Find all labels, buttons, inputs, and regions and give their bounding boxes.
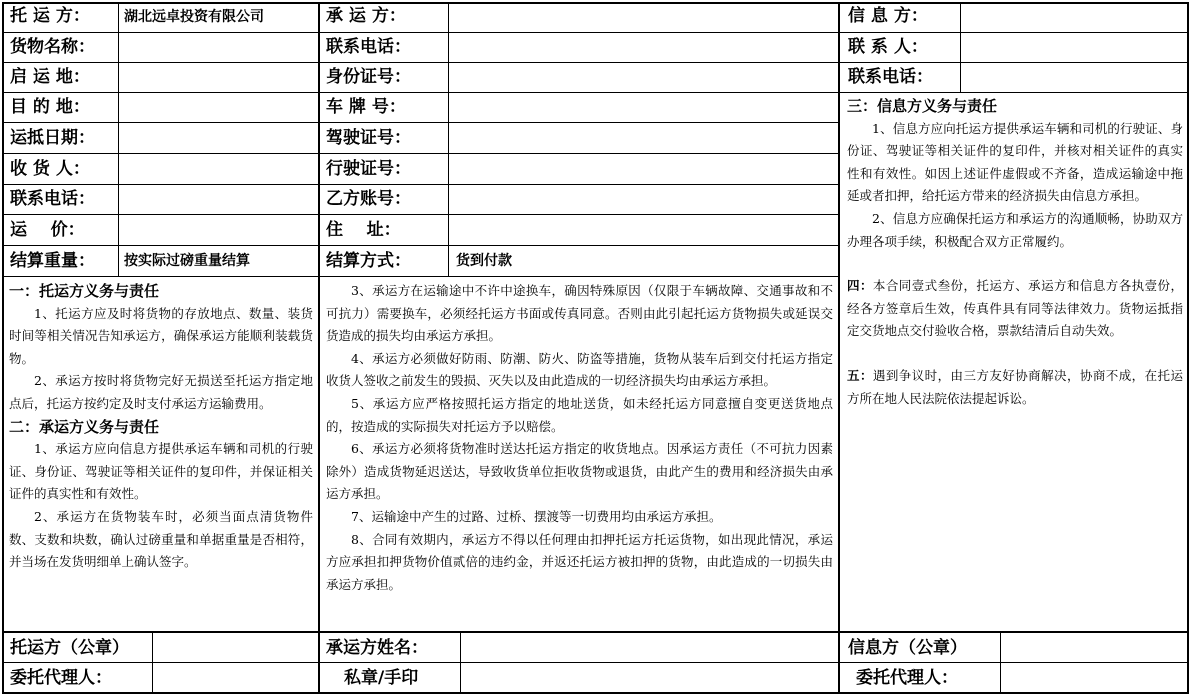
- right-row-line-1: [839, 32, 1188, 33]
- agent-left-label: 委托代理人：: [10, 668, 112, 688]
- section3-title: 三：信息方义务与责任: [847, 97, 998, 115]
- border-right: [1187, 2, 1189, 694]
- section3-clause-2: 2、信息方应确保托运方和承运方的沟通顺畅，协助双方办理各项手续，积极配合双方正常履约。: [847, 210, 1183, 249]
- row-line-2: [2, 62, 839, 63]
- footer-line-top: [2, 631, 1189, 633]
- border-left: [2, 2, 4, 694]
- info-contact-phone-value[interactable]: [962, 64, 1186, 91]
- border-bottom: [2, 692, 1189, 694]
- section4-clause: [847, 275, 1183, 343]
- info-contact-phone-label: 联系电话：: [848, 67, 933, 87]
- middle-clauses: [326, 280, 833, 596]
- shipper-seal-field[interactable]: [154, 634, 317, 661]
- info-party-value[interactable]: [962, 4, 1186, 31]
- plate-number-label: 车 牌 号：: [326, 97, 406, 117]
- section2-title: 二：承运方义务与责任: [9, 417, 160, 436]
- section5-text: 遇到争议时，由三方友好协商解决，协商不成，在托运方所在地人民法院依法提起诉讼。: [847, 367, 1183, 406]
- right-row-line-2: [839, 62, 1188, 63]
- col-sep-2: [318, 2, 320, 694]
- private-seal-field[interactable]: [462, 664, 837, 691]
- section4-text: 本合同壹式叁份，托运方、承运方和信息方各执壹份，经各方签章后生效，传真件具有同等法律效力。货物运抵指定交货地点交付验收合格，票款结清后自动失效。: [847, 278, 1183, 339]
- section2-clause-4: 4、承运方必须做好防雨、防潮、防火、防盗等措施，货物从装车后到交付托运方指定收货人签收之前发生的毁损、灭失以及由此造成的一切经济损失均由承运方承担。: [326, 350, 833, 389]
- info-seal-field[interactable]: [1002, 634, 1186, 661]
- goods-name-label: 货物名称：: [10, 37, 95, 57]
- section2-clause-5: 5、承运方应严格按照托运方指定的地址送货，如未经托运方同意擅自变更送货地点的，按造成的实际损失对托运方予以赔偿。: [326, 395, 833, 434]
- freight-label: 运 价：: [10, 220, 85, 240]
- consignee-label: 收 货 人：: [10, 159, 90, 179]
- address-label: 住 址：: [326, 220, 401, 240]
- row-line-5: [2, 153, 839, 154]
- section1-clause-2: 2、承运方按时将货物完好无损送至托运方指定地点后，托运方按约定及时支付承运方运输费用。: [9, 373, 313, 411]
- contact-person-label: 联 系 人：: [848, 37, 928, 57]
- row-line-3: [2, 92, 839, 93]
- right-row-line-3: [839, 92, 1188, 93]
- carrier-name-field[interactable]: [462, 634, 837, 661]
- settlement-method-value[interactable]: 货到付款: [456, 253, 512, 269]
- agent-right-field[interactable]: [1002, 664, 1186, 691]
- shipper-label: 托 运 方：: [10, 6, 90, 26]
- shipper-seal-label: 托运方（公章）: [10, 638, 129, 658]
- info-party-label: 信 息 方：: [848, 6, 928, 26]
- settlement-method-label: 结算方式：: [326, 251, 411, 271]
- section1-clause-1: 1、托运方应及时将货物的存放地点、数量、装货时间等相关情况告知承运方，确保承运方能顺利装载货物。: [9, 305, 313, 366]
- row-line-9: [2, 276, 839, 277]
- section2-clause-8: 8、合同有效期内，承运方不得以任何理由扣押托运方托运货物，如出现此情况，承运方应承担扣押货物价值贰倍的违约金，并返还托运方被扣押的货物，由此造成的一切损失由承运方承担。: [326, 531, 833, 592]
- footer-sep-c: [1000, 631, 1001, 693]
- col-sep-1: [118, 2, 119, 276]
- section2-clause-2: 2、承运方在货物装车时，必须当面点清货物件数、支数和块数，确认过磅重量和单据重量是否相符，并当场在发货明细单上确认签字。: [9, 508, 313, 570]
- section5-lead: 五：: [847, 367, 873, 383]
- party-b-account-label: 乙方账号：: [326, 189, 411, 209]
- vehicle-license-label: 行驶证号：: [326, 159, 411, 179]
- footer-line-mid: [2, 662, 1189, 663]
- arrival-date-label: 运抵日期：: [10, 128, 95, 148]
- contact-phone-label: 联系电话：: [10, 189, 95, 209]
- contact-person-value[interactable]: [962, 34, 1186, 61]
- section2-clause-3: 3、承运方在运输途中不许中途换车，确因特殊原因（仅限于车辆故障、交通事故和不可抗力）需要换车，必须经托运方书面或传真同意。否则由此引起托运方货物损失或延误交货造成的损失均由承运方承担。: [326, 283, 833, 344]
- section3-clause-1: 1、信息方应向托运方提供承运车辆和司机的行驶证、身份证、驾驶证等相关证件的复印件，并核对相关证件的真实性和有效性。如因上述证件虚假或不齐备，造成运输途中拖延或者扣押，给托运方带来的经济损失由信息方承担。: [847, 120, 1183, 204]
- carrier-name-label: 承运方姓名：: [326, 638, 428, 658]
- row-line-8: [2, 245, 839, 246]
- origin-label: 启 运 地：: [10, 67, 90, 87]
- shipper-value[interactable]: 湖北远卓投资有限公司: [124, 9, 264, 25]
- settlement-weight-value[interactable]: 按实际过磅重量结算: [124, 253, 250, 269]
- row-line-7: [2, 214, 839, 215]
- section4-lead: 四：: [847, 278, 873, 294]
- section2-clause-6: 6、承运方必须将货物准时送达托运方指定的收货地点。因承运方责任（不可抗力因素除外）造成货物延迟送达，导致收货单位拒收货物或退货，由此产生的费用和经济损失由承运方承担。: [326, 441, 833, 502]
- footer-sep-b: [460, 631, 461, 693]
- info-seal-label: 信息方（公章）: [848, 638, 967, 658]
- col-sep-5: [960, 2, 961, 92]
- carrier-phone-label: 联系电话：: [326, 37, 411, 57]
- col-sep-4: [838, 2, 840, 694]
- right-clauses: [847, 95, 1183, 410]
- row-line-4: [2, 122, 839, 123]
- section1-title: 一：托运方义务与责任: [9, 282, 160, 300]
- carrier-label: 承 运 方：: [326, 6, 406, 26]
- private-seal-label: 私章/手印: [344, 668, 419, 688]
- agent-left-field[interactable]: [154, 664, 317, 691]
- section2-clause-1: 1、承运方应向信息方提供承运车辆和司机的行驶证、身份证、驾驶证等相关证件的复印件，并保证相关证件的真实性和有效性。: [9, 441, 313, 502]
- driver-license-label: 驾驶证号：: [326, 128, 411, 148]
- row-line-1: [2, 32, 839, 33]
- settlement-weight-label: 结算重量：: [10, 251, 95, 271]
- destination-label: 目 的 地：: [10, 97, 90, 117]
- section2-clause-7: 7、运输途中产生的过路、过桥、摆渡等一切费用均由承运方承担。: [351, 508, 722, 524]
- section5-clause: [847, 365, 1183, 410]
- row-line-6: [2, 184, 839, 185]
- left-clauses: [9, 280, 313, 574]
- agent-right-label: 委托代理人：: [856, 668, 958, 688]
- col-sep-3: [448, 2, 449, 276]
- footer-sep-a: [152, 631, 153, 693]
- id-number-label: 身份证号：: [326, 67, 411, 87]
